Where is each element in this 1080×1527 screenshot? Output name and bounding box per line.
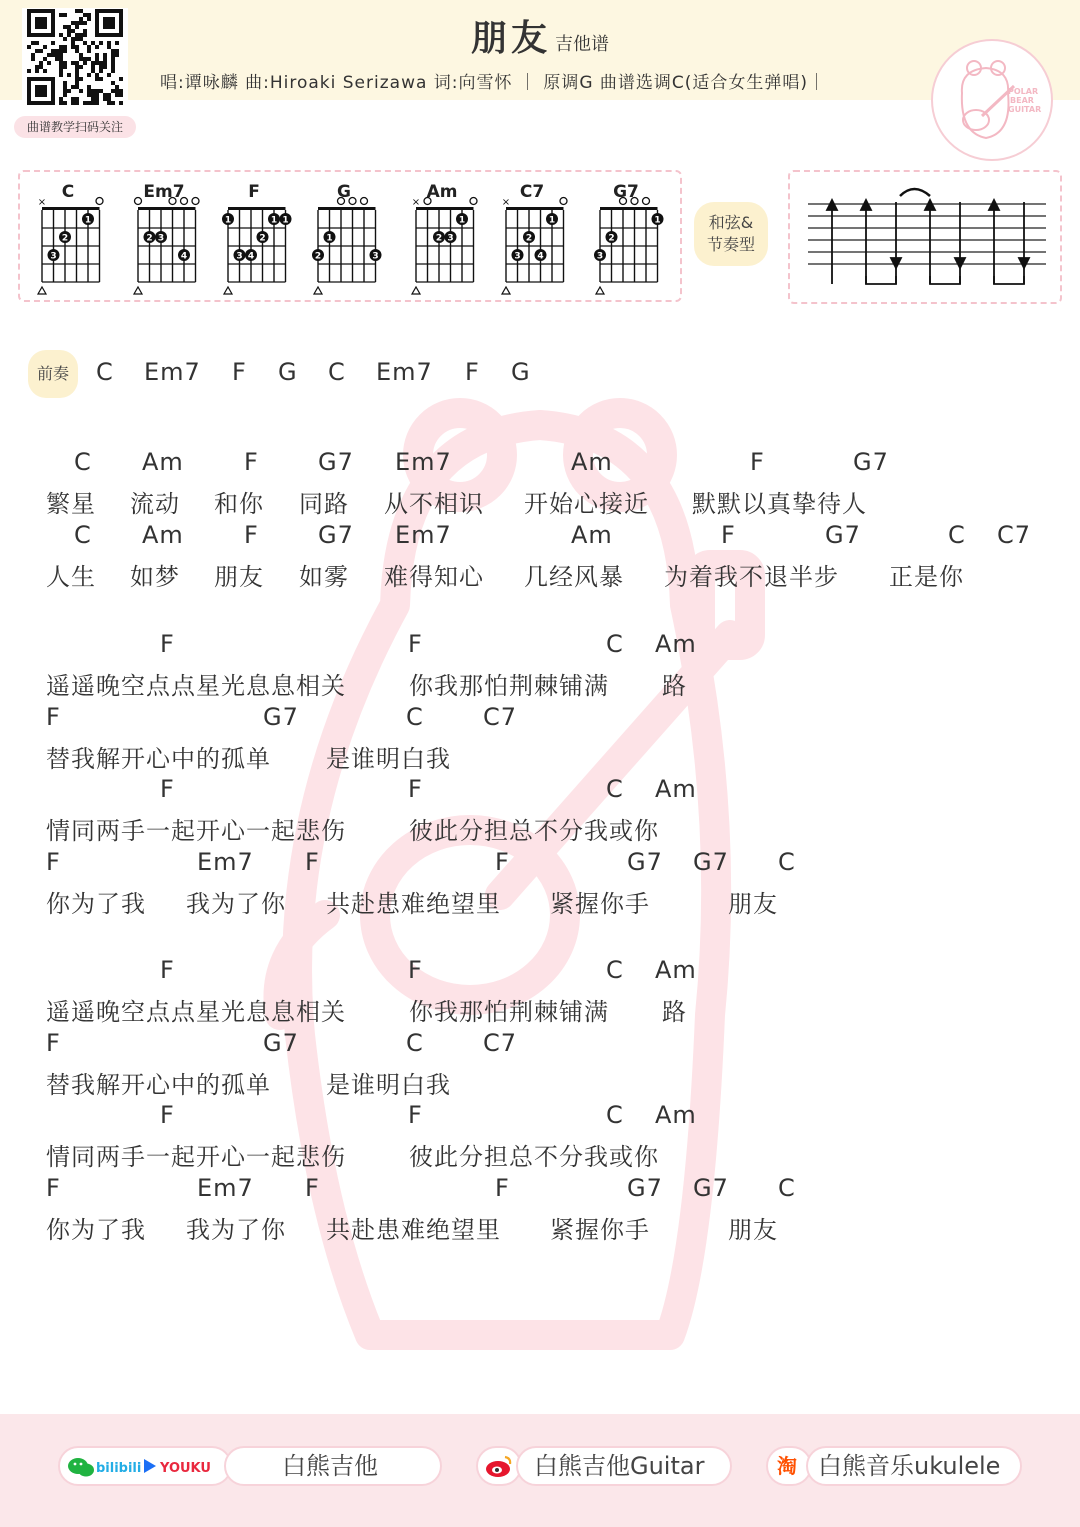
lyric-text: 我为了你 xyxy=(186,890,286,918)
chord-label: F xyxy=(721,521,736,549)
lyric-text: 路 xyxy=(662,672,687,700)
chord-label: C7 xyxy=(997,521,1032,549)
lyric-text: 几经风暴 xyxy=(524,563,624,591)
chord-label: C xyxy=(948,521,966,549)
song-title: 朋友 xyxy=(470,18,551,59)
chord-label: C xyxy=(606,1101,624,1129)
youku-logo: YOUKU xyxy=(160,1461,211,1476)
lyric-text: 紧握你手 xyxy=(550,1216,650,1244)
lyric-text: 如梦 xyxy=(130,563,180,591)
channel-link-1[interactable] xyxy=(224,1446,442,1486)
lyric-text: 遥遥晚空点点星光息息相关 xyxy=(46,998,346,1026)
lyric-text: 你我那怕荆棘铺满 xyxy=(409,672,609,700)
chord-label: C xyxy=(778,1174,796,1202)
lyric-text: 繁星 xyxy=(46,490,96,518)
chord-label: F xyxy=(160,775,175,803)
lyric-text: 正是你 xyxy=(889,563,964,591)
chord-label: F xyxy=(408,956,423,984)
svg-text:3: 3 xyxy=(157,233,165,244)
intro-chord: F xyxy=(465,358,480,386)
chord-name: C xyxy=(61,182,75,202)
chord-label: Am xyxy=(142,448,184,476)
logo-line-2: BEAR xyxy=(1010,96,1034,105)
lyric-text: 流动 xyxy=(130,490,180,518)
svg-text:1: 1 xyxy=(458,215,466,226)
lyric-text: 彼此分担总不分我或你 xyxy=(409,1143,659,1171)
bilibili-logo: bilibili xyxy=(96,1461,142,1476)
chord-name: C7 xyxy=(519,182,545,202)
svg-text:3: 3 xyxy=(236,251,243,262)
lyric-text: 为着我不退半步 xyxy=(664,563,839,591)
lyric-text: 如雾 xyxy=(299,563,349,591)
lyric-text: 我为了你 xyxy=(186,1216,286,1244)
lyric-text: 遥遥晚空点点星光息息相关 xyxy=(46,672,346,700)
svg-text:1: 1 xyxy=(654,215,661,226)
chord-label: G7 xyxy=(853,448,889,476)
svg-text:1: 1 xyxy=(548,215,556,226)
chord-label: C xyxy=(778,848,796,876)
chord-label: F xyxy=(495,848,510,876)
lyric-text: 你为了我 xyxy=(46,1216,146,1244)
lyric-text: 开始心接近 xyxy=(524,490,649,518)
chord-label: G7 xyxy=(263,703,299,731)
chord-label: Em7 xyxy=(395,521,452,549)
chord-label: Em7 xyxy=(197,848,254,876)
chord-label: F xyxy=(46,1029,61,1057)
song-subtitle: 吉他谱 xyxy=(555,34,609,55)
song-credits: 唱:谭咏麟 曲:Hiroaki Serizawa 词:向雪怀 ｜ 原调G 曲谱选调C(适合女生弹唱)｜ xyxy=(160,73,827,93)
intro-chord: C xyxy=(96,358,114,386)
channel-link-2[interactable] xyxy=(516,1446,732,1486)
rhythm-label-line-1: 和弦& xyxy=(708,213,754,232)
weibo-icon xyxy=(478,1448,520,1484)
chord-label: F xyxy=(408,1101,423,1129)
chord-label: G7 xyxy=(627,1174,663,1202)
chord-label: Am xyxy=(655,956,697,984)
chord-label: F xyxy=(46,703,61,731)
svg-text:1: 1 xyxy=(326,233,333,244)
lyric-text: 是谁明白我 xyxy=(326,1071,451,1099)
chord-label: Am xyxy=(571,521,613,549)
lyric-text: 是谁明白我 xyxy=(326,745,451,773)
intro-chord: F xyxy=(232,358,247,386)
chord-label: C xyxy=(74,448,92,476)
chord-label: Em7 xyxy=(395,448,452,476)
svg-text:3: 3 xyxy=(372,251,379,262)
intro-chord: G xyxy=(278,358,298,386)
lyric-text: 朋友 xyxy=(214,563,264,591)
lyric-text: 难得知心 xyxy=(384,563,484,591)
chord-label: C xyxy=(406,1029,424,1057)
svg-text:2: 2 xyxy=(435,233,443,244)
chord-label: F xyxy=(305,1174,320,1202)
lyric-text: 同路 xyxy=(299,490,349,518)
svg-text:1: 1 xyxy=(270,215,278,226)
chord-name: G xyxy=(337,182,351,202)
chord-label: F xyxy=(750,448,765,476)
channel-name: 白熊吉他 xyxy=(282,1452,378,1480)
lyric-text: 情同两手一起开心一起悲伤 xyxy=(46,1143,346,1171)
svg-text:1: 1 xyxy=(224,215,232,226)
chord-label: F xyxy=(244,448,259,476)
lyric-text: 情同两手一起开心一起悲伤 xyxy=(46,817,346,845)
chord-label: G7 xyxy=(318,521,354,549)
svg-text:2: 2 xyxy=(146,233,153,244)
chord-label: F xyxy=(160,956,175,984)
svg-text:4: 4 xyxy=(247,251,255,262)
svg-text:4: 4 xyxy=(537,251,544,262)
chord-label: Am xyxy=(571,448,613,476)
lyric-text: 紧握你手 xyxy=(550,890,650,918)
chord-label: F xyxy=(244,521,259,549)
lyric-text: 共赴患难绝望里 xyxy=(326,1216,501,1244)
chord-name: Em7 xyxy=(143,182,185,202)
rhythm-label-line-2: 节奏型 xyxy=(706,235,755,254)
chord-label: Am xyxy=(655,1101,697,1129)
chord-label: F xyxy=(408,775,423,803)
video-platforms-badge[interactable] xyxy=(58,1446,232,1486)
intro-chord: Em7 xyxy=(376,358,433,386)
intro-badge: 前奏 xyxy=(28,350,78,398)
svg-text:3: 3 xyxy=(514,251,521,262)
logo-line-1: POLAR xyxy=(1008,87,1039,96)
chord-name: F xyxy=(248,182,260,202)
lyric-text: 朋友 xyxy=(728,1216,778,1244)
svg-text:×: × xyxy=(501,197,511,208)
youku-play-icon xyxy=(144,1459,156,1473)
chord-label: F xyxy=(305,848,320,876)
chord-label: G7 xyxy=(693,1174,729,1202)
lyric-text: 你为了我 xyxy=(46,890,146,918)
svg-text:2: 2 xyxy=(259,233,266,244)
svg-text:×: × xyxy=(411,197,421,208)
svg-text:3: 3 xyxy=(447,233,454,244)
chord-label: F xyxy=(160,630,175,658)
svg-text:×: × xyxy=(37,197,47,208)
chord-label: G7 xyxy=(263,1029,299,1057)
lyric-text: 从不相识 xyxy=(384,490,484,518)
lyric-text: 替我解开心中的孤单 xyxy=(46,745,271,773)
svg-text:2: 2 xyxy=(61,233,69,244)
lyric-text: 替我解开心中的孤单 xyxy=(46,1071,271,1099)
chord-label: Am xyxy=(142,521,184,549)
chord-label: G7 xyxy=(693,848,729,876)
chord-label: G7 xyxy=(627,848,663,876)
svg-text:1: 1 xyxy=(282,215,289,226)
lyric-text: 朋友 xyxy=(728,890,778,918)
lyric-text: 路 xyxy=(662,998,687,1026)
lyric-text: 人生 xyxy=(46,563,96,591)
intro-chord: C xyxy=(328,358,346,386)
chord-name: Am xyxy=(426,182,458,202)
taobao-icon: 淘 xyxy=(777,1454,797,1478)
lyric-text: 默默以真挚待人 xyxy=(692,490,867,518)
chord-label: Am xyxy=(655,630,697,658)
chord-label: Em7 xyxy=(197,1174,254,1202)
chord-label: C xyxy=(406,703,424,731)
channel-name: 白熊吉他Guitar xyxy=(534,1452,705,1480)
chord-label: C7 xyxy=(483,703,518,731)
svg-text:2: 2 xyxy=(314,251,322,262)
qr-caption: 曲谱教学扫码关注 xyxy=(14,116,136,138)
chord-label: C xyxy=(606,630,624,658)
svg-text:1: 1 xyxy=(84,215,92,226)
chord-label: F xyxy=(495,1174,510,1202)
chord-label: F xyxy=(46,848,61,876)
chord-label: C xyxy=(606,956,624,984)
chord-label: Am xyxy=(655,775,697,803)
svg-text:3: 3 xyxy=(596,251,604,262)
svg-text:4: 4 xyxy=(180,251,188,262)
wechat-icon xyxy=(68,1458,94,1477)
chord-label: C xyxy=(606,775,624,803)
logo-line-3: GUITAR xyxy=(1008,105,1042,114)
lyric-text: 你我那怕荆棘铺满 xyxy=(409,998,609,1026)
chord-label: G7 xyxy=(318,448,354,476)
chord-label: F xyxy=(160,1101,175,1129)
svg-text:3: 3 xyxy=(50,251,57,262)
channel-name: 白熊音乐ukulele xyxy=(818,1452,1001,1480)
channel-link-3[interactable] xyxy=(806,1446,1022,1486)
chord-label: F xyxy=(46,1174,61,1202)
chord-label: G7 xyxy=(825,521,861,549)
lyric-text: 彼此分担总不分我或你 xyxy=(409,817,659,845)
svg-text:2: 2 xyxy=(525,233,533,244)
lyric-text: 和你 xyxy=(214,490,264,518)
lyric-text: 共赴患难绝望里 xyxy=(326,890,501,918)
chord-name: G7 xyxy=(613,182,639,202)
chord-label: F xyxy=(408,630,423,658)
intro-chord: G xyxy=(511,358,531,386)
intro-chord: Em7 xyxy=(144,358,201,386)
chord-label: C7 xyxy=(483,1029,518,1057)
svg-text:2: 2 xyxy=(608,233,615,244)
chord-label: C xyxy=(74,521,92,549)
